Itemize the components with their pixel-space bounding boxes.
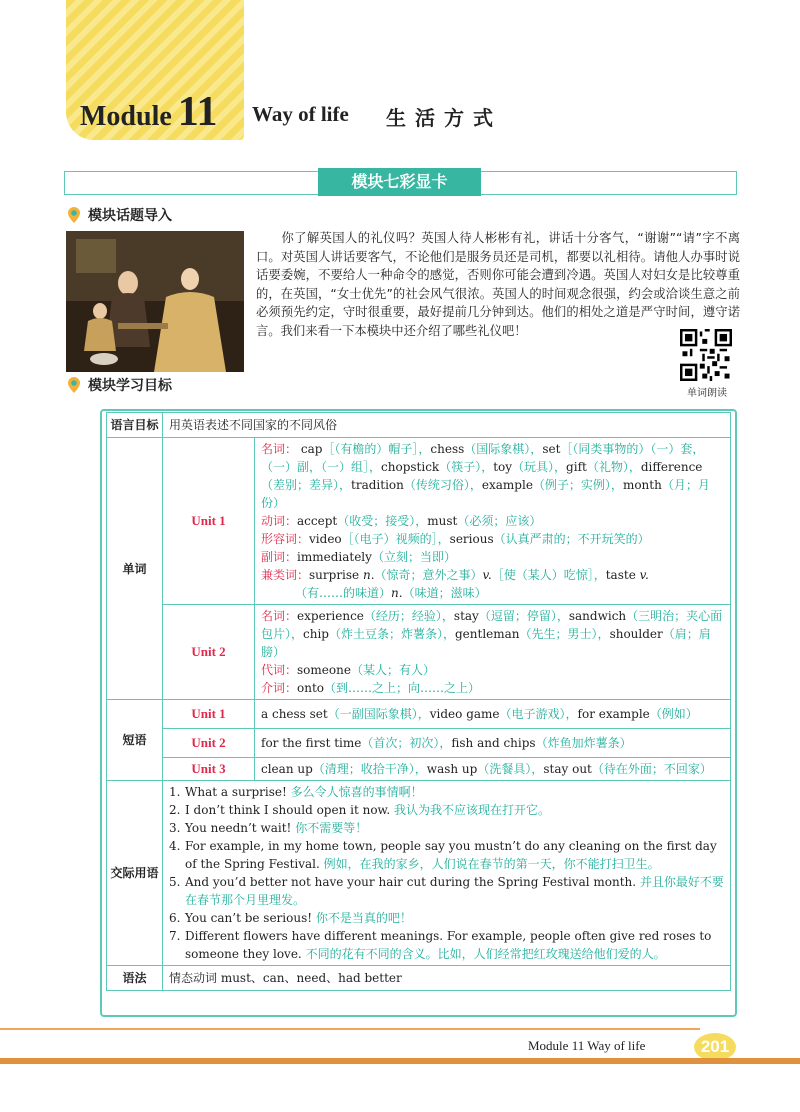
- word: onto: [297, 681, 325, 695]
- word-gloss: （国际象棋），: [464, 442, 543, 456]
- page-number: 201: [694, 1033, 736, 1061]
- table-row: [107, 438, 731, 605]
- phrase: for example: [577, 707, 650, 721]
- phrase: stay out: [543, 762, 592, 776]
- list-item: [169, 837, 724, 873]
- pos-abbr: n.: [362, 568, 375, 582]
- phrase-gloss: （炸鱼加炸薯条）: [535, 736, 632, 750]
- module-number: 11: [177, 89, 218, 135]
- list-item: [169, 909, 724, 927]
- word-gloss: ［（有檐的）帽子］，: [322, 442, 431, 456]
- word: surprise: [309, 568, 360, 582]
- pos-abbr: v.: [482, 568, 492, 582]
- word-gloss: （礼物），: [586, 460, 641, 474]
- item-number: 1.: [169, 785, 181, 799]
- phrase: wash up: [426, 762, 478, 776]
- word-gloss: （收受；接受），: [337, 514, 428, 528]
- sentence-en: And you’d better not have your hair cut during the Spring Festival month.: [185, 875, 637, 889]
- word-gloss: ［（电子）视频的］，: [341, 532, 450, 546]
- painting-image: [66, 231, 244, 372]
- phrase-gloss: （例如）: [649, 707, 698, 721]
- list-item: [169, 927, 724, 963]
- word: must: [427, 514, 458, 528]
- sentence-en: You can’t be serious!: [185, 911, 313, 925]
- sentence-en: What a surprise!: [185, 785, 287, 799]
- word: video: [309, 532, 342, 546]
- word: tradition: [351, 478, 404, 492]
- footer-divider: [0, 1028, 700, 1030]
- sentence-cn: 我认为我不应该现在打开它。: [394, 803, 551, 817]
- word-gloss: （例子；实例），: [532, 478, 623, 492]
- list-item: [169, 801, 724, 819]
- location-pin-icon: [66, 376, 82, 394]
- word: toy: [493, 460, 513, 474]
- title-chinese: 生活方式: [386, 106, 502, 130]
- item-number: 3.: [169, 821, 181, 835]
- table-row: [107, 605, 731, 700]
- phrase-gloss: （电子游戏），: [499, 707, 578, 721]
- word: someone: [297, 663, 351, 677]
- phrase-gloss: （洗餐具），: [477, 762, 544, 776]
- location-pin-icon: [66, 206, 82, 224]
- prep-list: [261, 679, 724, 697]
- row-label-phrases: 短语: [107, 700, 163, 781]
- word-gloss: （立刻；当即）: [371, 550, 456, 564]
- learning-goals-table: [106, 412, 731, 991]
- phrase-gloss: （清理；收拾干净），: [312, 762, 427, 776]
- word-list: [261, 442, 710, 510]
- word: cap: [300, 442, 323, 456]
- word-gloss: （炸土豆条；炸薯条），: [328, 627, 455, 641]
- unit-label: Unit 1: [163, 438, 255, 605]
- pos-label: 代词：: [261, 663, 298, 677]
- phrase-list: [255, 700, 731, 729]
- sentence-cn: 例如，在我的家乡，人们说在春节的第一天，你不能打扫卫生。: [323, 857, 660, 871]
- pos-abbr: v.: [639, 568, 649, 582]
- word-gloss: ［使（某人）吃惊］，: [491, 568, 606, 582]
- word: chopstick: [381, 460, 440, 474]
- section-title: 模块学习目标: [88, 378, 172, 394]
- word: example: [481, 478, 533, 492]
- word: difference: [640, 460, 703, 474]
- phrase-gloss: （首次；初次），: [361, 736, 452, 750]
- sentence-cn: 多么令人惊喜的事情啊！: [290, 785, 423, 799]
- grammar-text: 情态动词 must、can、need、had better: [163, 966, 731, 991]
- word: gift: [566, 460, 587, 474]
- sentence-en: I don’t think I should open it now.: [185, 803, 391, 817]
- word: experience: [297, 609, 364, 623]
- qr-label: 单词朗读: [687, 388, 727, 399]
- word-gloss: （三明治；夹心面包片），: [261, 609, 723, 641]
- table-row: [107, 729, 731, 758]
- word-gloss: （月；月份）: [261, 478, 710, 510]
- phrase: clean up: [261, 762, 313, 776]
- phrase: a chess set: [261, 707, 328, 721]
- section-title: 模块话题导入: [88, 208, 172, 224]
- phrase: video game: [429, 707, 500, 721]
- word-gloss: （肩；肩膀）: [261, 627, 711, 659]
- word-gloss: （传统习俗），: [403, 478, 482, 492]
- word-gloss: （某人；有人）: [350, 663, 435, 677]
- item-number: 5.: [169, 875, 181, 889]
- sentence-en: For example, in my home town, people say you mustn’t do any cleaning on the first day of the Spring Festival.: [185, 839, 717, 871]
- multi-pos-list: [261, 566, 724, 602]
- item-number: 2.: [169, 803, 181, 817]
- table-row: [107, 781, 731, 966]
- banner-label: 模块七彩显卡: [318, 168, 481, 196]
- list-item: [169, 783, 724, 801]
- sentence-en: Different flowers have different meanings. For example, people often give red roses to someone they love.: [185, 929, 712, 961]
- pos-label: 动词：: [261, 514, 298, 528]
- module-title: [80, 88, 217, 136]
- section-learning-goals: [66, 375, 172, 395]
- word-gloss: （差别；差异），: [261, 478, 352, 492]
- list-item: [169, 873, 724, 909]
- footer-module-text: Module 11 Way of life: [528, 1038, 646, 1053]
- vocab-unit2-content: [255, 605, 731, 700]
- word-gloss: （必须；应该）: [457, 514, 542, 528]
- intro-text: 你了解英国人的礼仪吗？英国人待人彬彬有礼，讲话十分客气，“谢谢”“请”字不离口。对英国人讲话要客气，不论他们是服务员还是司机，都要以礼相待。请他人办事时说话要委婉，不要给人一种命令的感觉，否则你可能会遭到冷遇。英国人对妇女是比较尊重的，在英国，“女士优先”的社会风气很浓。英国人的时间观念很强，约会或洽谈生意之前必须预先约定，守时很重要，最好提前几分钟到达。他们的相处之道是严守时间，遵守诺言。我们来看一下本模块中还介绍了哪些礼仪吧！: [256, 231, 740, 338]
- phrase: fish and chips: [451, 736, 536, 750]
- pos-label: 形容词：: [261, 532, 310, 546]
- word: accept: [297, 514, 338, 528]
- sentence-cn: 你不需要等！: [295, 821, 368, 835]
- word: shoulder: [609, 627, 663, 641]
- word-gloss: （有……的味道）: [295, 586, 392, 600]
- unit-label: Unit 2: [163, 605, 255, 700]
- footer-bar: [0, 1058, 800, 1064]
- word-gloss: （味道；滋味）: [402, 586, 487, 600]
- word: set: [542, 442, 561, 456]
- pos-label: 名词：: [261, 609, 298, 623]
- word: stay: [453, 609, 479, 623]
- word: gentleman: [455, 627, 520, 641]
- row-label-vocab: 单词: [107, 438, 163, 700]
- word: month: [622, 478, 662, 492]
- pos-label: 介词：: [261, 681, 298, 695]
- sentence-cn: 并且你最好不要在春节那个月里理发。: [185, 875, 724, 907]
- vocab-unit1-content: [255, 438, 731, 605]
- word: sandwich: [568, 609, 627, 623]
- noun-list: [261, 440, 724, 512]
- word-gloss: （到……之上；向……之上）: [324, 681, 481, 695]
- phrase-gloss: （待在外面；不回家）: [591, 762, 712, 776]
- unit-label: Unit 1: [163, 700, 255, 729]
- word-gloss: （逗留；停留），: [478, 609, 569, 623]
- pron-list: [261, 661, 724, 679]
- unit-label: Unit 3: [163, 758, 255, 781]
- sentence-en: You needn’t wait!: [185, 821, 292, 835]
- language-goal-text: 用英语表述不同国家的不同风俗: [163, 413, 731, 438]
- word-gloss: （玩具），: [512, 460, 567, 474]
- item-number: 4.: [169, 839, 181, 853]
- table-row: [107, 758, 731, 781]
- row-label-grammar: 语法: [107, 966, 163, 991]
- sentence-cn: 你不是当真的吧！: [315, 911, 412, 925]
- unit-label: Unit 2: [163, 729, 255, 758]
- word-gloss: （先生；男士），: [519, 627, 610, 641]
- verb-list: [261, 512, 724, 530]
- phrase-list: [255, 758, 731, 781]
- item-number: 7.: [169, 929, 181, 943]
- table-row: [107, 413, 731, 438]
- adv-list: [261, 548, 724, 566]
- word-gloss: （惊奇；意外之事）: [374, 568, 483, 582]
- table-row: [107, 700, 731, 729]
- adj-list: [261, 530, 724, 548]
- sentence-cn: 不同的花有不同的含义。比如，人们经常把红玫瑰送给他们爱的人。: [305, 947, 666, 961]
- section-topic-intro: [66, 205, 172, 225]
- pos-label: 兼类词：: [261, 568, 310, 582]
- dialogue-list: [163, 781, 731, 966]
- word: immediately: [297, 550, 372, 564]
- word: chip: [303, 627, 329, 641]
- word-gloss: （认真严肃的；不开玩笑的）: [493, 532, 650, 546]
- phrase: for the first time: [261, 736, 362, 750]
- pos-abbr: n.: [391, 586, 403, 600]
- table-row: [107, 966, 731, 991]
- phrase-list: [255, 729, 731, 758]
- item-number: 6.: [169, 911, 181, 925]
- title-english: Way of life: [252, 102, 349, 126]
- phrase-gloss: （一副国际象棋），: [327, 707, 430, 721]
- row-label-dialogue: 交际用语: [107, 781, 163, 966]
- intro-paragraph: [256, 229, 740, 341]
- pos-label: 副词：: [261, 550, 298, 564]
- pos-label: 名词：: [261, 442, 298, 456]
- word-gloss: （筷子），: [439, 460, 494, 474]
- word: chess: [430, 442, 465, 456]
- word-gloss: （经历；经验），: [363, 609, 454, 623]
- word: serious: [449, 532, 494, 546]
- word-gloss: ［（同类事物的）（一）套，（一）副，（一）组］，: [261, 442, 705, 474]
- module-word: Module: [80, 101, 172, 132]
- list-item: [169, 819, 724, 837]
- row-label-language-goal: 语言目标: [107, 413, 163, 438]
- word: taste: [605, 568, 636, 582]
- noun-list: [261, 607, 724, 661]
- qr-code-icon[interactable]: [680, 329, 732, 381]
